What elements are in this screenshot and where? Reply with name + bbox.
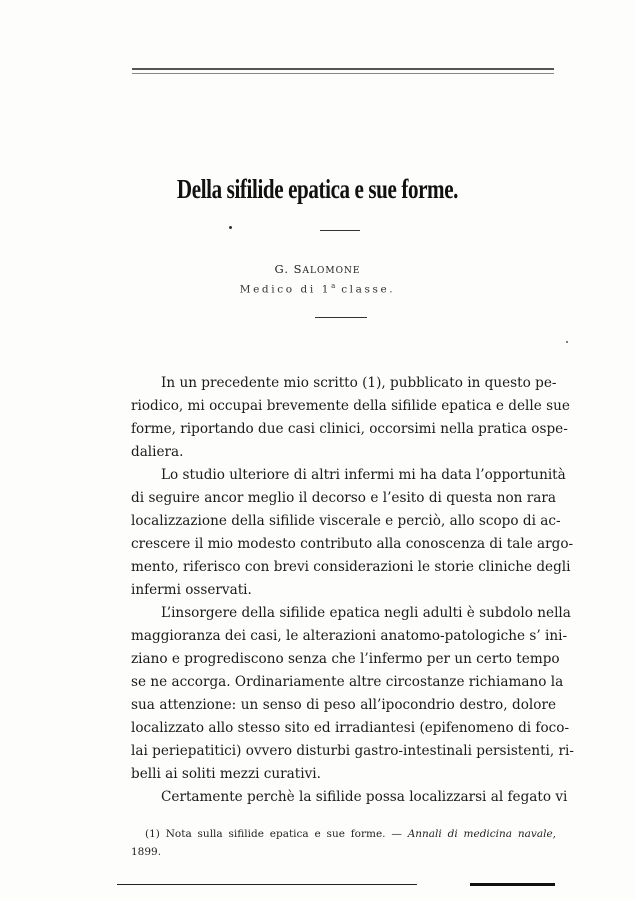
author-name [0,262,635,276]
footnote-journal: Annali di medicina navale, [407,828,557,840]
top-rule-thin [132,73,554,74]
text-line: Certamente perchè la sifilide possa localizzarsi al fegato vi [161,789,568,805]
text-line: localizzazione della sifilide viscerale e perciò, allo scopo di ac- [131,513,561,529]
bottom-rule [117,884,417,885]
author-rank: Medico di 1$^a$ classe. [239,282,396,296]
text-line: In un precedente mio scritto (1), pubblicato in questo pe- [161,375,557,391]
text-line: sua attenzione: un senso di peso all’ipocondrio destro, dolore [131,697,556,713]
article-title: Della sifilide epatica e sue forme. [176,174,459,204]
text-line: daliera. [131,444,184,460]
title-separator-rule [320,230,360,231]
text-line: localizzato allo stesso sito ed irradiantesi (epifenomeno di foco- [131,720,570,736]
text-line: mento, riferisco con brevi considerazioni le storie cliniche degli [131,559,571,575]
text-line: se ne accorga. Ordinariamente altre circostanze richiamano la [131,674,564,690]
footnote [131,826,556,842]
text-line: forme, riportando due casi clinici, occorsimi nella pratica ospe- [131,421,568,437]
stray-mark [229,226,232,229]
text-line: crescere il mio modesto contributo alla conoscenza di tale argo- [131,536,574,552]
top-rule [132,68,554,70]
author-separator-rule [315,317,367,318]
footnote-text: Nota sulla sifilide epatica e sue forme. — [165,828,402,840]
footnote-marker: (1) [145,828,160,840]
text-line: di seguire ancor meglio il decorso e l’esito di questa non rara [131,490,556,506]
text-line: maggioranza dei casi, le alterazioni anatomo-patologiche s’ ini- [131,628,568,644]
text-line: riodico, mi occupai brevemente della sifilide epatica e delle sue [131,398,570,414]
text-line: Lo studio ulteriore di altri infermi mi ha data l’opportunità [161,467,566,483]
text-line: lai periepatitici) ovvero disturbi gastro-intestinali persistenti, ri- [131,743,574,759]
footnote-year: 1899. [131,846,162,858]
text-line: belli ai soliti mezzi curativi. [131,766,321,782]
author-initial: G. [274,262,289,276]
text-line: ziano e progrediscono senza che l’infermo per un certo tempo [131,651,560,667]
author-surname: SALOMONE [293,262,361,276]
text-line: L’insorgere della sifilide epatica negli adulti è subdolo nella [161,605,571,621]
margin-mark [566,341,568,343]
text-line: infermi osservati. [131,582,252,598]
bottom-rule-thick [470,883,555,886]
